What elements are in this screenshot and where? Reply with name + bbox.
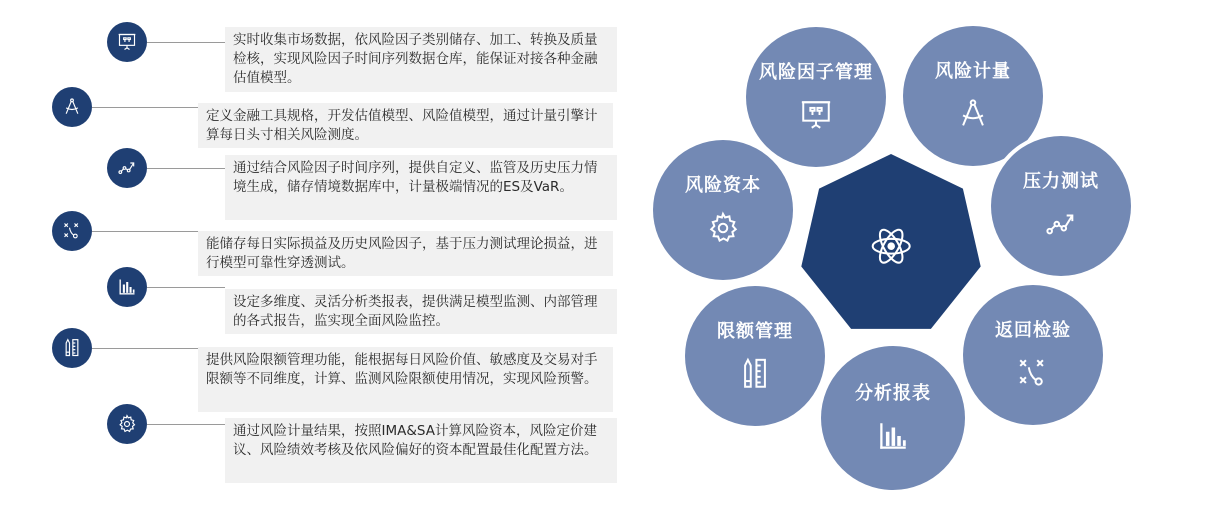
strategy-play-icon	[1016, 356, 1050, 394]
connector-line	[147, 287, 225, 288]
feature-text: 设定多维度、灵活分析类报表，提供满足模型监测、内部管理的各式报告，监实现全面风险监控。	[225, 289, 617, 334]
presentation-board-icon	[107, 22, 147, 62]
feature-text: 通过风险计量结果，按照IMA&SA计算风险资本，风险定价建议、风险绩效考核及依风险偏好的资本配置最佳化配置方法。	[225, 418, 617, 483]
circle-label: 分析报表	[855, 383, 931, 404]
feature-text: 通过结合风险因子时间序列，提供自定义、监管及历史压力情境生成，储存情境数据库中，计量极端情况的ES及VaR。	[225, 155, 617, 220]
feature-text: 定义金融工具规格，开发估值模型、风险值模型，通过计量引擎计算每日头寸相关风险测度。	[198, 103, 613, 148]
circle-label: 限额管理	[717, 321, 793, 342]
circle-label: 风险资本	[685, 175, 761, 196]
circle-label: 返回检验	[995, 320, 1071, 341]
circle-risk-factor-management	[746, 27, 886, 167]
connector-line	[147, 42, 225, 43]
compass-icon	[52, 87, 92, 127]
circle-stress-test	[991, 136, 1131, 276]
circle-analysis-report	[821, 346, 965, 490]
circle-risk-measurement	[903, 26, 1043, 166]
trend-line-icon	[107, 148, 147, 188]
bar-chart-icon	[876, 419, 910, 457]
connector-line	[92, 107, 198, 108]
strategy-play-icon	[52, 211, 92, 251]
circle-backtest	[963, 285, 1103, 425]
connector-line	[147, 168, 225, 169]
feature-text: 提供风险限额管理功能，能根据每日风险价值、敏感度及交易对手限额等不同维度，计算、监测风险限额使用情况，实现风险预警。	[198, 347, 613, 412]
gear-icon	[107, 404, 147, 444]
circle-label: 压力测试	[1023, 171, 1099, 192]
pencil-ruler-icon	[738, 357, 772, 395]
circle-label: 风险计量	[935, 61, 1011, 82]
bar-chart-icon	[107, 267, 147, 307]
trend-line-icon	[1044, 207, 1078, 245]
presentation-board-icon	[799, 98, 833, 136]
center-heptagon-shape	[801, 154, 980, 329]
gear-icon	[706, 211, 740, 249]
connector-line	[92, 348, 198, 349]
circle-limit-management	[685, 286, 825, 426]
circle-label: 风险因子管理	[759, 62, 873, 83]
circle-risk-capital	[653, 140, 793, 280]
pencil-ruler-icon	[52, 328, 92, 368]
connector-line	[147, 424, 225, 425]
feature-text: 实时收集市场数据，依风险因子类别储存、加工、转换及质量检核，实现风险因子时间序列数据仓库，能保证对接各种金融估值模型。	[225, 27, 617, 92]
risk-management-diagram	[640, 0, 1221, 506]
connector-line	[92, 231, 198, 232]
feature-text: 能储存每日实际损益及历史风险因子，基于压力测试理论损益，进行模型可靠性穿透测试。	[198, 231, 613, 276]
compass-icon	[956, 97, 990, 135]
